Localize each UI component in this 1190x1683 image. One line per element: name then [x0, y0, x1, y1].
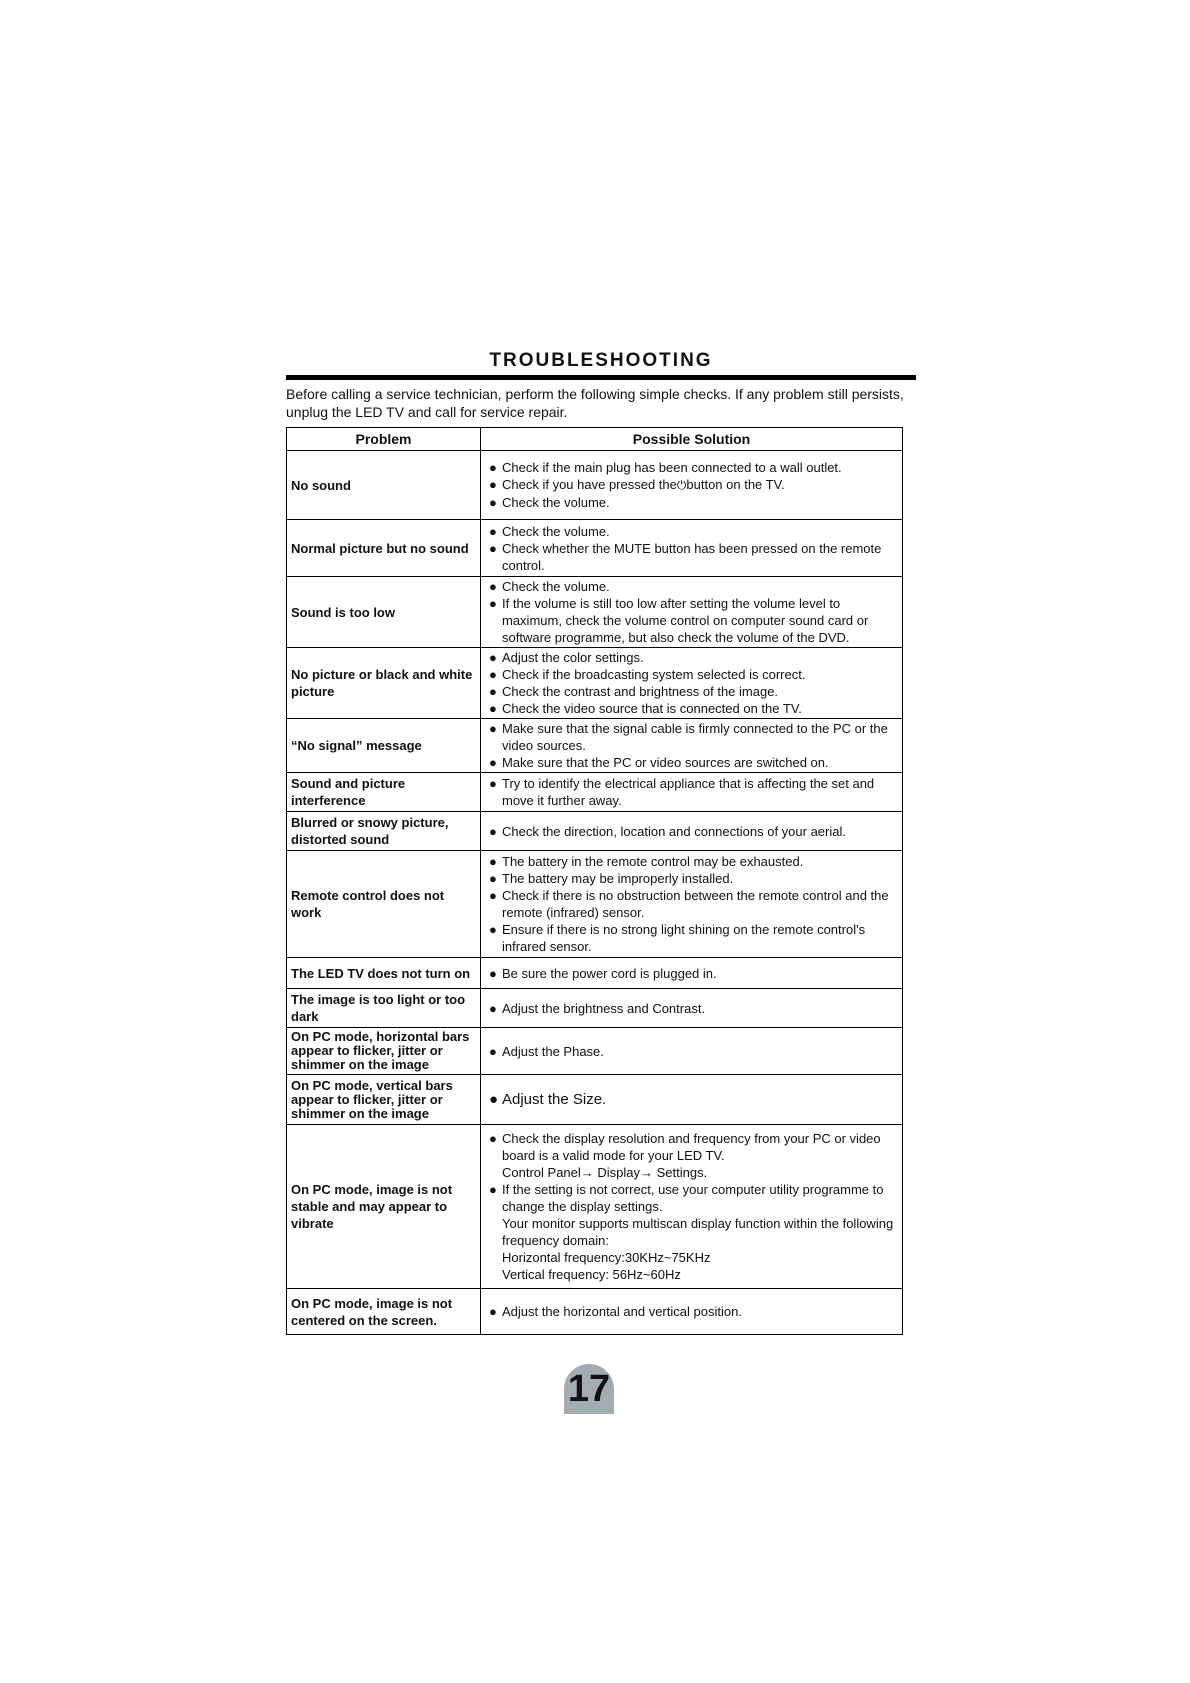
bullet-icon: ● [489, 1304, 497, 1319]
horizontal-frequency: Horizontal frequency:30KHz~75KHz [502, 1250, 711, 1265]
problem-cell: Remote control does not work [287, 851, 481, 958]
solution-cell [481, 1125, 903, 1289]
solution-cell [481, 719, 903, 773]
bullet-icon: ● [489, 477, 497, 492]
intro-paragraph: Before calling a service technician, perform the following simple checks. If any problem still persists, unplug the LED TV and call for service repair. [286, 386, 904, 420]
vertical-frequency: Vertical frequency: 56Hz~60Hz [502, 1267, 681, 1282]
solution-cell [481, 812, 903, 851]
table-row [287, 1289, 903, 1335]
table-row [287, 1075, 903, 1125]
header-solution: Possible Solution [481, 428, 903, 451]
bullet-icon: ● [489, 650, 497, 665]
bullet-icon: ● [489, 1000, 497, 1016]
solution-item: ● Check if you have pressed the⏻button on the TV. [489, 477, 785, 492]
solution-item: ● Try to identify the electrical appliance that is affecting the set and move it further away. [489, 776, 875, 808]
solution-cell [481, 577, 903, 648]
problem-cell: On PC mode, image is not stable and may appear to vibrate [287, 1125, 481, 1289]
bullet-icon: ● [489, 965, 497, 981]
solution-item: ● If the volume is still too low after setting the volume level to maximum, check the volume control on computer sound card or software programme, but also check the volume of the DVD. [489, 596, 869, 645]
solution-cell [481, 989, 903, 1028]
bullet-icon: ● [489, 823, 497, 839]
bullet-icon: ● [489, 495, 497, 510]
solution-cell [481, 520, 903, 577]
solution-item: ● Be sure the power cord is plugged in. [489, 965, 717, 981]
page-number: 17 [564, 1364, 614, 1414]
problem-cell: The LED TV does not turn on [287, 958, 481, 989]
problem-cell: No picture or black and white picture [287, 648, 481, 719]
table-row [287, 958, 903, 989]
table-row [287, 520, 903, 577]
power-icon: ⏻ [676, 478, 687, 492]
solution-item: ● Check the video source that is connected on the TV. [489, 701, 802, 716]
solution-item: ● If the setting is not correct, use your computer utility programme to change the display settings. Your monitor supports multiscan display function within the following frequency domain: Horizontal frequency:30KHz~75KHz Vertical frequency: 56Hz~60Hz [489, 1182, 894, 1282]
control-panel-path: Control Panel→ Display→ Settings. [502, 1165, 708, 1180]
bullet-icon: ● [489, 922, 497, 937]
header-problem: Problem [287, 428, 481, 451]
bullet-icon: ● [489, 596, 497, 611]
solution-item: ● The battery in the remote control may be exhausted. [489, 854, 804, 869]
solution-item: ● Check the contrast and brightness of the image. [489, 684, 779, 699]
page-title: TROUBLESHOOTING [489, 350, 713, 371]
table-row [287, 719, 903, 773]
bullet-icon: ● [489, 684, 497, 699]
solution-item: ● Adjust the color settings. [489, 650, 644, 665]
bullet-icon: ● [489, 523, 497, 539]
problem-cell: On PC mode, horizontal bars appear to flicker, jitter or shimmer on the image [287, 1028, 481, 1075]
solution-item: ● The battery may be improperly installed. [489, 871, 734, 886]
bullet-icon: ● [489, 1182, 497, 1197]
table-row [287, 451, 903, 520]
solution-cell [481, 773, 903, 812]
bullet-icon: ● [489, 540, 497, 556]
bullet-icon: ● [489, 579, 497, 594]
bullet-icon: ● [489, 701, 497, 716]
bullet-icon: ● [489, 776, 497, 791]
bullet-icon: ● [489, 460, 497, 475]
troubleshooting-table [286, 427, 903, 1335]
solution-item: ● Check the display resolution and frequency from your PC or video board is a valid mode for your LED TV. Control Panel→ Display→ Settings. [489, 1131, 881, 1180]
solution-item: ● Check the direction, location and connections of your aerial. [489, 823, 846, 839]
problem-cell: On PC mode, vertical bars appear to flicker, jitter or shimmer on the image [287, 1075, 481, 1125]
solution-item: ● Ensure if there is no strong light shining on the remote control's infrared sensor. [489, 922, 866, 954]
solution-cell [481, 1289, 903, 1335]
problem-cell: Sound is too low [287, 577, 481, 648]
title-underline [286, 375, 916, 380]
table-row [287, 989, 903, 1028]
bullet-icon: ● [489, 667, 497, 682]
bullet-icon: ● [489, 721, 497, 736]
bullet-icon: ● [489, 1091, 499, 1108]
solution-item: ● Make sure that the PC or video sources are switched on. [489, 755, 829, 770]
problem-cell: Blurred or snowy picture, distorted sound [287, 812, 481, 851]
problem-cell: On PC mode, image is not centered on the screen. [287, 1289, 481, 1335]
bullet-icon: ● [489, 871, 497, 886]
multiscan-note: Your monitor supports multiscan display function within the following frequency domain: [502, 1216, 894, 1248]
bullet-icon: ● [489, 888, 497, 903]
solution-cell [481, 1028, 903, 1075]
solution-item: ● Adjust the horizontal and vertical position. [489, 1304, 742, 1319]
solution-cell [481, 451, 903, 520]
problem-cell: The image is too light or too dark [287, 989, 481, 1028]
solution-item: ● Adjust the brightness and Contrast. [489, 1000, 706, 1016]
solution-item: ● Adjust the Phase. [489, 1043, 604, 1059]
table-row [287, 812, 903, 851]
solution-cell [481, 958, 903, 989]
table-row [287, 648, 903, 719]
table-row [287, 577, 903, 648]
solution-item: ● Check if the broadcasting system selected is correct. [489, 667, 806, 682]
solution-item: ● Check whether the MUTE button has been pressed on the remote control. [489, 540, 882, 573]
solution-item: ● Check the volume. [489, 523, 610, 539]
bullet-icon: ● [489, 854, 497, 869]
bullet-icon: ● [489, 1043, 497, 1059]
bullet-icon: ● [489, 755, 497, 770]
solution-item: ● Check the volume. [489, 495, 610, 510]
solution-item: ● Check the volume. [489, 579, 610, 594]
problem-cell: Sound and picture interference [287, 773, 481, 812]
solution-item: ● Make sure that the signal cable is firmly connected to the PC or the video sources. [489, 721, 888, 753]
solution-cell [481, 1075, 903, 1125]
table-row [287, 1125, 903, 1289]
table-row [287, 773, 903, 812]
table-header-row [287, 428, 903, 451]
solution-cell [481, 648, 903, 719]
solution-item: ● Check if the main plug has been connected to a wall outlet. [489, 460, 842, 475]
solution-item: ● Adjust the Size. [489, 1091, 607, 1108]
solution-item: ● Check if there is no obstruction between the remote control and the remote (infrared) sensor. [489, 888, 889, 920]
problem-cell: Normal picture but no sound [287, 520, 481, 577]
table-row [287, 851, 903, 958]
problem-cell: No sound [287, 451, 481, 520]
problem-cell: “No signal” message [287, 719, 481, 773]
bullet-icon: ● [489, 1131, 497, 1146]
solution-cell [481, 851, 903, 958]
table-row [287, 1028, 903, 1075]
